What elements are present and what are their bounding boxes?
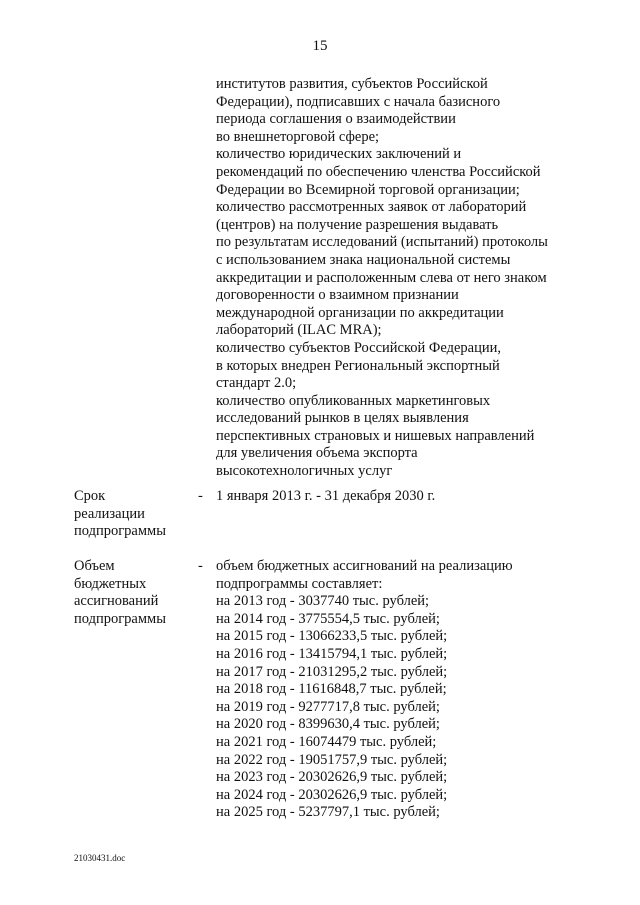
funding-year-line: на 2025 год - 5237797,1 тыс. рублей; [216, 804, 440, 821]
funding-year-line: на 2016 год - 13415794,1 тыс. рублей; [216, 645, 448, 662]
indicator-line: в которых внедрен Региональный экспортный [216, 357, 500, 374]
indicator-line: по результатам исследований (испытаний) протоколы [216, 234, 548, 251]
indicator-line: Федерации), подписавших с начала базисного [216, 93, 501, 110]
funding-label-line: ассигнований [74, 593, 159, 610]
indicator-line: аккредитации и расположенным слева от него знаком [216, 269, 547, 286]
indicator-line: количество опубликованных маркетинговых [216, 392, 491, 409]
funding-year-line: на 2024 год - 20302626,9 тыс. рублей; [216, 786, 448, 803]
indicator-line: Федерации во Всемирной торговой организации; [216, 181, 520, 198]
funding-year-line: на 2022 год - 19051757,9 тыс. рублей; [216, 751, 448, 768]
term-value-line: 1 января 2013 г. - 31 декабря 2030 г. [216, 488, 436, 504]
indicator-line: количество юридических заключений и [216, 146, 462, 163]
funding-year-line: на 2018 год - 11616848,7 тыс. рублей; [216, 681, 447, 698]
funding-year-line: на 2014 год - 3775554,5 тыс. рублей; [216, 610, 440, 627]
term-dash: - [198, 488, 203, 504]
indicator-line: лабораторий (ILAC MRA); [216, 322, 382, 339]
indicator-line: институтов развития, субъектов Российской [216, 76, 488, 92]
funding-label [74, 558, 186, 628]
funding-year-line: на 2015 год - 13066233,5 тыс. рублей; [216, 628, 448, 645]
funding-year-line: на 2021 год - 16074479 тыс. рублей; [216, 733, 437, 750]
indicator-line: стандарт 2.0; [216, 375, 297, 392]
funding-intro-line: объем бюджетных ассигнований на реализацию [216, 558, 513, 574]
funding-year-line: на 2023 год - 20302626,9 тыс. рублей; [216, 769, 448, 786]
term-label-line: реализации [74, 505, 145, 522]
funding-year-line: на 2013 год - 3037740 тыс. рублей; [216, 593, 430, 610]
term-value [216, 488, 626, 506]
indicator-line: перспективных страновых и нишевых направлений [216, 427, 535, 444]
term-label-line: подпрограммы [74, 523, 166, 540]
indicators-continuation [216, 76, 626, 481]
funding-dash: - [198, 558, 203, 574]
indicator-line: с использованием знака национальной системы [216, 251, 511, 268]
indicator-line: количество субъектов Российской Федерации, [216, 339, 502, 356]
indicator-line: количество рассмотренных заявок от лабораторий [216, 199, 527, 216]
indicator-line: рекомендаций по обеспечению членства Российской [216, 163, 541, 180]
indicator-line: договоренности о взаимном признании [216, 287, 459, 304]
funding-year-line: на 2017 год - 21031295,2 тыс. рублей; [216, 663, 448, 680]
indicator-line: для увеличения объема экспорта [216, 445, 418, 462]
funding-intro-line: подпрограммы составляет: [216, 575, 383, 592]
indicator-line: периода соглашения о взаимодействии [216, 111, 456, 128]
indicator-line: международной организации по аккредитации [216, 304, 504, 321]
indicator-line: (центров) на получение разрешения выдавать [216, 216, 499, 233]
page-number: 15 [312, 38, 328, 54]
funding-year-line: на 2019 год - 9277717,8 тыс. рублей; [216, 698, 440, 715]
indicator-line: высокотехнологичных услуг [216, 463, 393, 480]
funding-content [216, 558, 626, 822]
funding-label-line: бюджетных [74, 575, 147, 592]
document-code: 21030431.doc [74, 853, 126, 863]
indicator-line: во внешнеторговой сфере; [216, 128, 380, 145]
term-label-line: Срок [74, 488, 106, 504]
funding-label-line: подпрограммы [74, 610, 166, 627]
funding-label-line: Объем [74, 558, 115, 574]
term-label [74, 488, 186, 541]
indicator-line: исследований рынков в целях выявления [216, 410, 469, 427]
funding-year-line: на 2020 год - 8399630,4 тыс. рублей; [216, 716, 440, 733]
